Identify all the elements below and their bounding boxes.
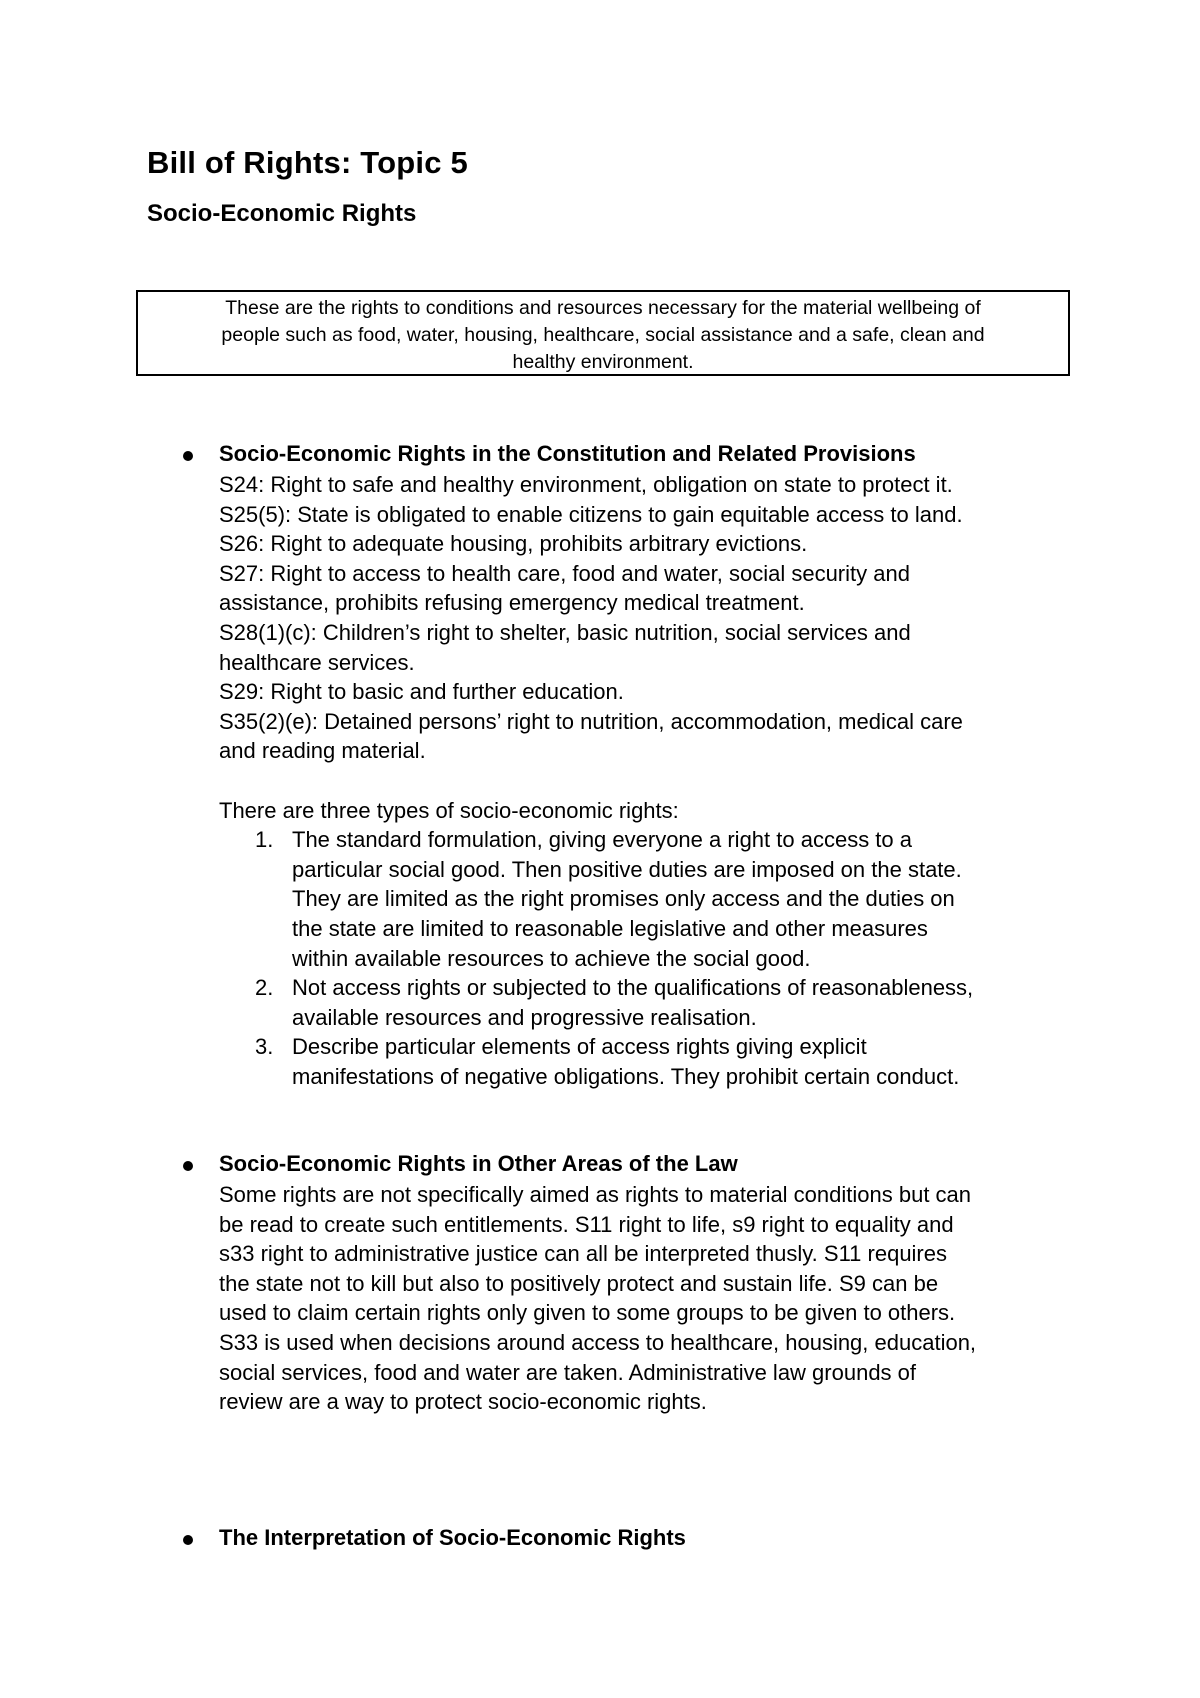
body-line: and reading material. [219, 738, 426, 764]
section-body [219, 470, 973, 1091]
section-body [219, 1180, 976, 1417]
body-line: the state not to kill but also to positively protect and sustain life. S9 can be [219, 1270, 939, 1296]
body-line: S27: Right to access to health care, food and water, social security and [219, 560, 910, 586]
bullet-icon [183, 1161, 193, 1171]
body-line: Some rights are not specifically aimed as rights to material conditions but can [219, 1182, 972, 1207]
list-number: 2. [255, 975, 274, 1001]
list-item [219, 1032, 973, 1091]
types-list [219, 825, 973, 1091]
definition-box [136, 290, 1070, 376]
list-line: particular social good. Then positive duties are imposed on the state. [292, 856, 962, 882]
bullet-icon [183, 1535, 193, 1545]
body-line: S24: Right to safe and healthy environment, obligation on state to protect it. [219, 472, 953, 497]
list-line: The standard formulation, giving everyone a right to access to a [292, 827, 913, 853]
body-line: healthcare services. [219, 649, 415, 675]
section-heading: The Interpretation of Socio-Economic Rights [219, 1525, 686, 1550]
section-heading: Socio-Economic Rights in Other Areas of the Law [219, 1151, 738, 1176]
bullet-icon [183, 451, 193, 461]
list-line: Not access rights or subjected to the qualifications of reasonableness, [292, 975, 974, 1001]
body-line: review are a way to protect socio-economic rights. [219, 1389, 707, 1415]
body-line: S26: Right to adequate housing, prohibits arbitrary evictions. [219, 531, 808, 557]
definition-line: These are the rights to conditions and resources necessary for the material wellbeing of [225, 297, 981, 319]
body-line: S25(5): State is obligated to enable citizens to gain equitable access to land. [219, 501, 963, 527]
definition-line: healthy environment. [512, 351, 694, 373]
list-line: available resources and progressive realisation. [292, 1004, 757, 1030]
body-line: be read to create such entitlements. S11 right to life, s9 right to equality and [219, 1211, 954, 1237]
list-line: the state are limited to reasonable legislative and other measures [292, 915, 928, 941]
section-heading: Socio-Economic Rights in the Constitution and Related Provisions [219, 441, 916, 466]
document-subtitle: Socio-Economic Rights [147, 200, 417, 227]
body-line: S29: Right to basic and further education. [219, 679, 624, 705]
blank-line [219, 766, 973, 796]
list-number: 3. [255, 1034, 274, 1060]
definition-line: people such as food, water, housing, healthcare, social assistance and a safe, clean and [221, 324, 985, 346]
list-line: Describe particular elements of access rights giving explicit [292, 1034, 867, 1060]
body-line: s33 right to administrative justice can all be interpreted thusly. S11 requires [219, 1241, 947, 1267]
list-line: within available resources to achieve the social good. [292, 945, 811, 971]
body-line: used to claim certain rights only given to some groups to be given to others. [219, 1300, 956, 1326]
body-line: S28(1)(c): Children’s right to shelter, basic nutrition, social services and [219, 619, 911, 645]
list-item [219, 825, 973, 973]
list-line: They are limited as the right promises only access and the duties on [292, 886, 955, 912]
list-line: manifestations of negative obligations. They prohibit certain conduct. [292, 1063, 960, 1089]
body-line: assistance, prohibits refusing emergency medical treatment. [219, 590, 805, 616]
list-number: 1. [255, 827, 274, 853]
types-intro: There are three types of socio-economic rights: [219, 797, 679, 823]
document-title: Bill of Rights: Topic 5 [147, 145, 468, 180]
list-item [219, 973, 973, 1032]
body-line: S35(2)(e): Detained persons’ right to nutrition, accommodation, medical care [219, 708, 963, 734]
body-line: social services, food and water are taken. Administrative law grounds of [219, 1359, 917, 1385]
body-line: S33 is used when decisions around access to healthcare, housing, education, [219, 1329, 977, 1355]
